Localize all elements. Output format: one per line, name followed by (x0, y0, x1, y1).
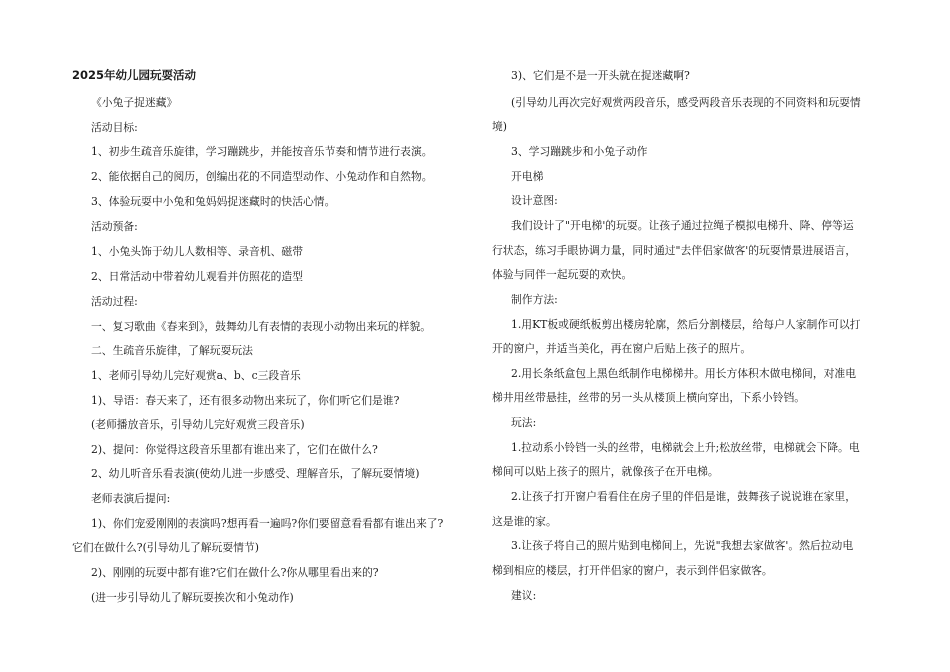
activity-name: 《小兔子捉迷藏》 (91, 96, 178, 109)
paragraph-line: 1)、你们宠爱刚刚的表演吗?想再看一遍吗?你们要留意看看都有谁出来了? (91, 517, 444, 530)
paragraph-line: 2)、提问：你觉得这段音乐里都有谁出来了，它们在做什么? (91, 443, 378, 456)
section-heading: 活动过程: (91, 295, 138, 308)
paragraph-line: 3.让孩子将自己的照片贴到电梯间上，先说"我想去家做客'。然后拉动电 (511, 539, 854, 552)
paragraph-line: (进一步引导幼儿了解玩耍挨次和小兔动作) (91, 591, 294, 604)
paragraph-line: 3、学习蹦跳步和小兔子动作 (511, 145, 648, 158)
paragraph-line: 二、生疏音乐旋律，了解玩耍玩法 (91, 344, 253, 357)
paragraph-line: (老师播放音乐，引导幼儿完好观赏三段音乐) (91, 418, 305, 431)
page-title: 2025年幼儿园玩耍活动 (72, 68, 197, 82)
paragraph-line: 开的窗户，并适当美化，再在窗户后贴上孩子的照片。 (492, 342, 752, 355)
section-heading: 开电梯 (511, 170, 544, 183)
section-heading: 活动预备: (91, 220, 138, 233)
paragraph-line: 体验与同伴一起玩耍的欢快。 (492, 268, 633, 281)
paragraph-line: 这是谁的家。 (492, 515, 557, 528)
paragraph-line: 我们设计了"开电梯'的玩耍。让孩子通过拉绳子模拟电梯升、降、停等运 (511, 219, 854, 232)
paragraph-line: 2.用长条纸盒包上黑色纸制作电梯梯井。用长方体积木做电梯间，对准电 (511, 367, 857, 380)
paragraph-line: 2、日常活动中带着幼儿观看并仿照花的造型 (91, 270, 304, 283)
section-heading: 设计意图: (511, 194, 558, 207)
paragraph-line: 1、初步生疏音乐旋律，学习蹦跳步，并能按音乐节奏和情节进行表演。 (91, 145, 433, 158)
section-heading: 建议: (511, 589, 537, 602)
paragraph-line: 梯到相应的楼层，打开伴侣家的窗户，表示到伴侣家做客。 (492, 564, 773, 577)
section-heading: 制作方法: (511, 293, 558, 306)
paragraph-line: 一、复习歌曲《春来到》，鼓舞幼儿有表情的表现小动物出来玩的样貌。 (91, 320, 432, 333)
paragraph-line: 2、幼儿听音乐看表演(使幼儿进一步感受、理解音乐，了解玩耍情境) (91, 467, 420, 480)
paragraph-line: 2、能依据自己的阅历，创编出花的不同造型动作、小兔动作和自然物。 (91, 170, 433, 183)
paragraph-line: 1)、导语：春天来了，还有很多动物出来玩了，你们听它们是谁? (91, 394, 400, 407)
paragraph-line: (引导幼儿再次完好观赏两段音乐，感受两段音乐表现的不同资料和玩耍情 (511, 96, 861, 109)
section-heading: 活动目标: (91, 121, 138, 134)
paragraph-line: 1.用KT板或硬纸板剪出楼房轮廓，然后分割楼层，给每户人家制作可以打 (511, 318, 861, 331)
paragraph-line: 梯井用丝带悬挂，丝带的另一头从楼顶上横向穿出，下系小铃铛。 (492, 391, 806, 404)
paragraph-line: 3)、它们是不是一开头就在捉迷藏啊? (511, 69, 690, 82)
paragraph-line: 梯间可以贴上孩子的照片，就像孩子在开电梯。 (492, 465, 719, 478)
section-heading: 玩法: (511, 416, 537, 429)
paragraph-line: 1、老师引导幼儿完好观赏a、b、c三段音乐 (91, 369, 301, 382)
paragraph-line: 2)、刚刚的玩耍中都有谁?它们在做什么?你从哪里看出来的? (91, 566, 379, 579)
paragraph-line: 3、体验玩耍中小兔和兔妈妈捉迷藏时的快活心情。 (91, 195, 336, 208)
paragraph-line: 1.拉动系小铃铛一头的丝带，电梯就会上升;松放丝带，电梯就会下降。电 (511, 441, 860, 454)
paragraph-line: 1、小兔头饰于幼儿人数相等、录音机、磁带 (91, 245, 304, 258)
paragraph-line: 行状态，练习手眼协调力量，同时通过"去伴侣家做客'的玩耍情景进展语言， (492, 244, 857, 257)
paragraph-line: 境) (492, 120, 508, 133)
paragraph-line: 2.让孩子打开窗户看看住在房子里的伴侣是谁，鼓舞孩子说说谁在家里， (511, 490, 857, 503)
section-heading: 老师表演后提问: (91, 492, 171, 505)
paragraph-line: 它们在做什么?(引导幼儿了解玩耍情节) (72, 541, 259, 554)
